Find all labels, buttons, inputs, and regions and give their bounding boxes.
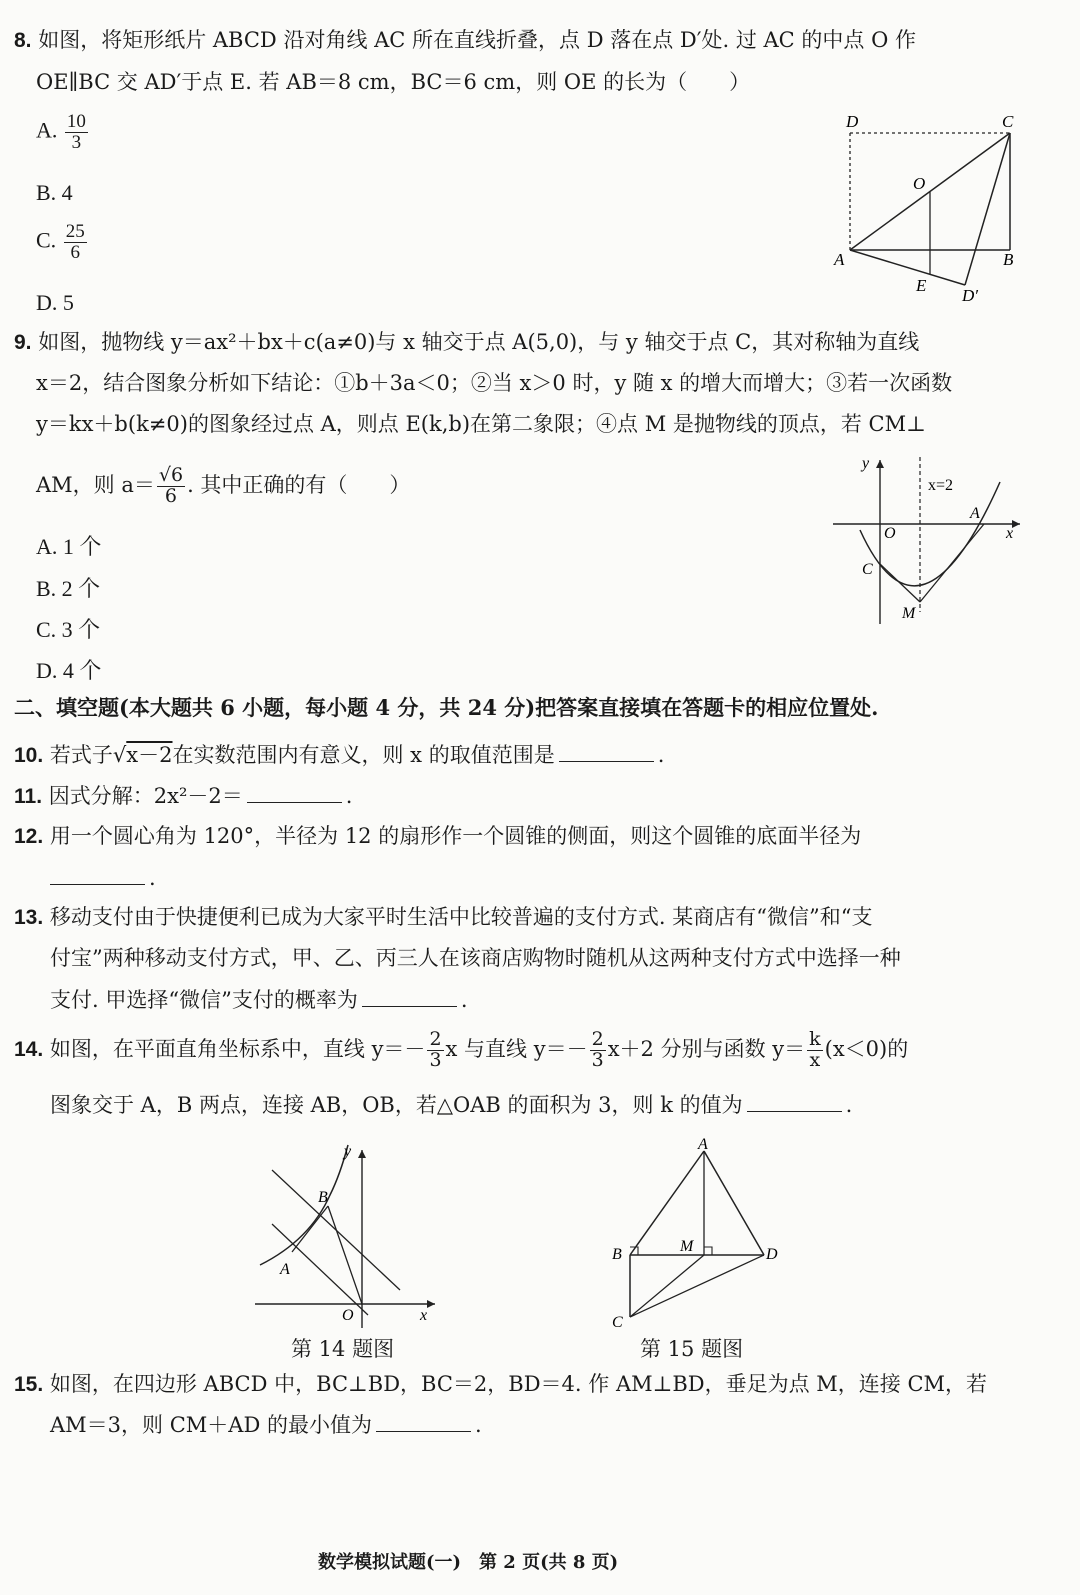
q15-line1: 15. 如图，在四边形 ABCD 中，BC⊥BD，BC＝2，BD＝4. 作 AM⊥BD，垂足为点 M，连接 CM，若: [14, 1372, 988, 1396]
q9-figure: [828, 452, 1028, 627]
q8-label-d: D: [846, 112, 859, 131]
q9-line3: y＝kx＋b(k≠0)的图象经过点 A，则点 E(k,b)在第二象限；④点 M 是抛物线的顶点，若 CM⊥: [36, 412, 926, 436]
q8-figure: [820, 105, 1040, 310]
q12-answer-blank[interactable]: [50, 883, 145, 885]
q8-line2: OE∥BC 交 AD′于点 E. 若 AB＝8 cm，BC＝6 cm，则 OE 的长为（ ）: [36, 70, 751, 94]
q14-caption: 第 14 题图: [291, 1337, 395, 1361]
q8-label-b: B: [1003, 250, 1014, 269]
q8-option-d[interactable]: D. 5: [36, 290, 74, 315]
q9-label-a: A: [970, 505, 980, 522]
q10: 10. 若式子√x－2在实数范围内有意义，则 x 的取值范围是 .: [14, 743, 665, 767]
q14-label-y: y: [344, 1143, 352, 1160]
q15-line2: AM＝3，则 CM＋AD 的最小值为 .: [50, 1413, 482, 1437]
q9-line4: AM，则 a＝ $\frac{√6}{6}$ . 其中正确的有（ ）: [36, 464, 411, 507]
q12: 12. 用一个圆心角为 120°，半径为 12 的扇形作一个圆锥的侧面，则这个圆锥的底面半径为: [14, 824, 862, 848]
q9-label-m: M: [902, 605, 916, 622]
q14-label-o: O: [342, 1307, 354, 1324]
q15-label-d: D: [766, 1246, 778, 1263]
q8-label-e: E: [916, 276, 927, 295]
q9-number: 9.: [14, 331, 32, 354]
q15-answer-blank[interactable]: [376, 1430, 471, 1432]
q14-answer-blank[interactable]: [747, 1110, 842, 1112]
q9-label-x: x: [1006, 525, 1014, 542]
q14-figure: [250, 1140, 450, 1330]
q8-label-c: C: [1002, 112, 1014, 131]
q14-label-b: B: [318, 1189, 328, 1206]
q15-label-c: C: [612, 1314, 623, 1330]
q15-label-b: B: [612, 1246, 622, 1263]
q8-option-c[interactable]: C. $\frac{25}{6}$: [36, 221, 85, 263]
q15-figure: [600, 1135, 800, 1330]
q9-label-axis: x=2: [928, 477, 954, 494]
q8-label-d-prime: D′: [962, 286, 978, 305]
q15-caption: 第 15 题图: [640, 1337, 744, 1361]
q9-label-y: y: [862, 455, 870, 472]
q13-line1: 13. 移动支付由于快捷便利已成为大家平时生活中比较普遍的支付方式. 某商店有“微信”和“支: [14, 905, 873, 929]
q13-answer-blank[interactable]: [362, 1005, 457, 1007]
q8-text-1: 如图，将矩形纸片 ABCD 沿对角线 AC 所在直线折叠，点 D 落在点 D′处. 过 AC 的中点 O 作: [38, 28, 916, 52]
section2-heading: 二、填空题(本大题共 6 小题，每小题 4 分，共 24 分)把答案直接填在答题卡的相应位置处.: [14, 695, 879, 720]
q13-line3: 支付. 甲选择“微信”支付的概率为 .: [50, 988, 468, 1012]
page-footer: 数学模拟试题(一) 第 2 页(共 8 页): [318, 1552, 619, 1573]
q10-answer-blank[interactable]: [559, 760, 654, 762]
q9-text-1: 如图，抛物线 y＝ax²＋bx＋c(a≠0)与 x 轴交于点 A(5,0)，与 y 轴交于点 C，其对称轴为直线: [38, 330, 920, 354]
q14-label-x: x: [420, 1307, 428, 1324]
q15-label-a: A: [698, 1136, 708, 1153]
q14-label-a: A: [280, 1261, 290, 1278]
q9-line2: x＝2，结合图象分析如下结论：①b＋3a＜0；②当 x＞0 时，y 随 x 的增大而增大；③若一次函数: [36, 371, 953, 395]
q9-option-a[interactable]: A. 1 个: [36, 534, 102, 559]
q9-label-c: C: [862, 561, 873, 578]
q11-answer-blank[interactable]: [247, 801, 342, 803]
q9-label-o: O: [884, 525, 896, 542]
q11: 11. 因式分解：2x²－2＝ .: [14, 784, 353, 808]
q12-line2: .: [46, 866, 156, 891]
q9-option-b[interactable]: B. 2 个: [36, 576, 101, 601]
q13-line2: 付宝”两种移动支付方式，甲、乙、丙三人在该商店购物时随机从这两种支付方式中选择一种: [50, 946, 901, 970]
q9-option-d[interactable]: D. 4 个: [36, 658, 102, 683]
q8-label-o: O: [913, 174, 926, 193]
q8-option-b[interactable]: B. 4: [36, 180, 73, 205]
q8-option-c-fraction: $\frac{25}{6}$: [65, 221, 85, 263]
q15-label-m: M: [680, 1238, 694, 1255]
q10-radical: √x－2: [112, 743, 173, 767]
q8-line1: [14, 28, 916, 53]
q14-line1: 14. 如图，在平面直角坐标系中，直线 y＝－ $\frac{2}{3}$ x 与直线 y＝－ $\frac{2}{3}$ x＋2 分别与函数 y＝ $\frac{k}{x}$ (x＜0)的: [14, 1028, 909, 1071]
q9-a-fraction: $\frac{√6}{6}$: [158, 464, 184, 507]
q14-line2: 图象交于 A，B 两点，连接 AB，OB，若△OAB 的面积为 3，则 k 的值为 .: [50, 1093, 853, 1117]
q8-label-a: A: [834, 250, 845, 269]
q8-option-a-fraction: $\frac{10}{3}$: [66, 111, 86, 153]
q8-option-a[interactable]: A. $\frac{10}{3}$: [36, 111, 86, 153]
q9-line1: [14, 330, 919, 355]
q9-option-c[interactable]: C. 3 个: [36, 617, 101, 642]
q8-number: 8.: [14, 29, 32, 52]
